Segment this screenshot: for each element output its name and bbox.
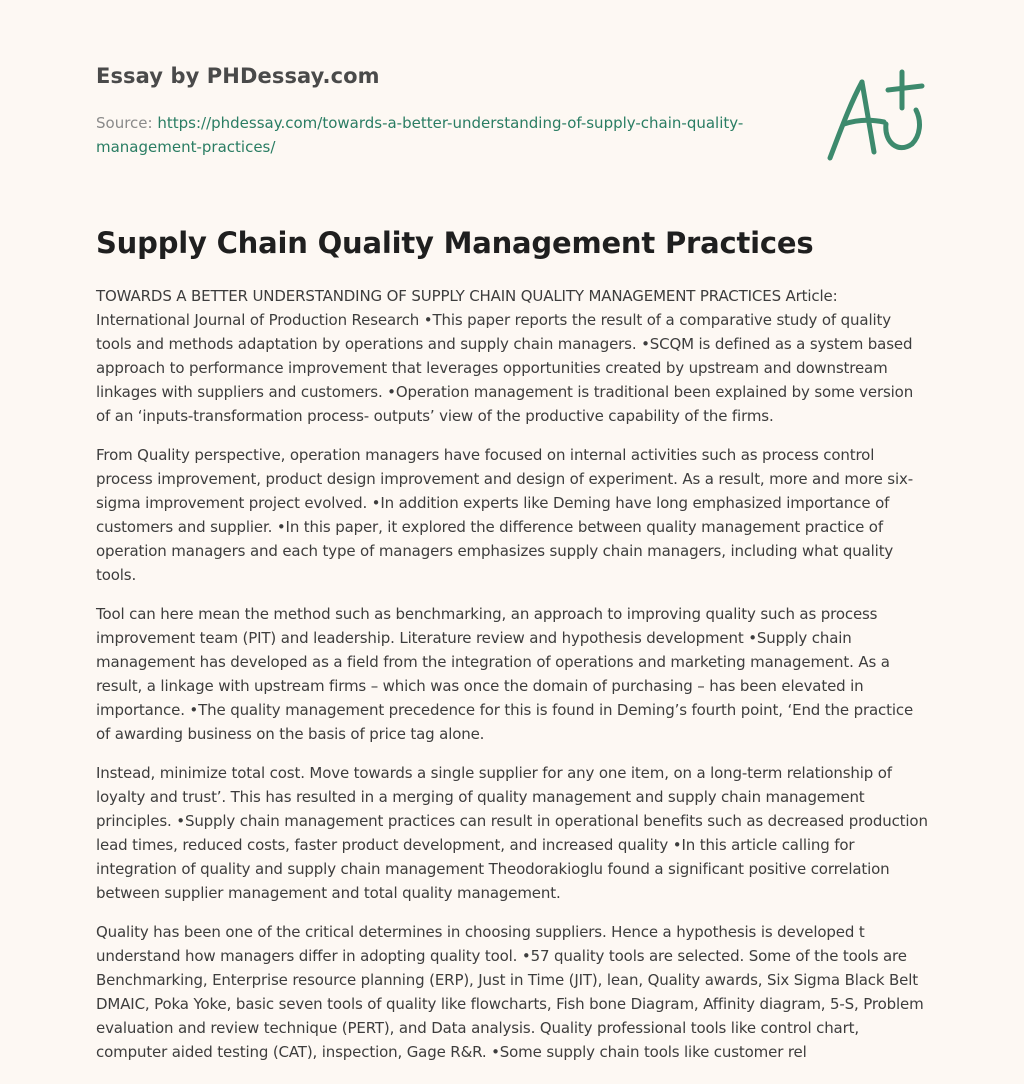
source-label: Source: xyxy=(96,114,153,132)
logo-plus-horizontal xyxy=(888,86,922,90)
a-plus-logo-icon xyxy=(822,66,932,166)
logo-smile-curve xyxy=(886,110,920,148)
source-link[interactable]: https://phdessay.com/towards-a-better-understanding-of-supply-chain-quality-management-practices/ xyxy=(96,114,744,156)
article-paragraph: Tool can here mean the method such as benchmarking, an approach to improving quality such as process improvement team (PIT) and leadership. Literature review and hypothesis development •Supply chain management has developed as a field from the integration of operations and marketing management. As a result, a linkage with upstream firms – which was once the domain of purchasing – has been elevated in importance. •The quality management precedence for this is found in Deming’s fourth point, ‘End the practice of awarding business on the basis of price tag alone. xyxy=(96,605,914,743)
article-body xyxy=(96,284,931,1079)
article-title: Supply Chain Quality Management Practices xyxy=(96,226,814,260)
logo-a-right-stroke xyxy=(862,82,874,152)
logo-a-crossbar xyxy=(844,120,884,124)
source-line xyxy=(96,111,776,159)
article-paragraph: TOWARDS A BETTER UNDERSTANDING OF SUPPLY CHAIN QUALITY MANAGEMENT PRACTICES Article: International Journal of Production Research •This paper reports the result of a comparative study of quality tools and methods adaptation by operations and supply chain managers. •SCQM is defined as a system based approach to performance improvement that leverages opportunities created by upstream and downstream linkages with suppliers and customers. •Operation management is traditional been explained by some version of an ‘inputs-transformation process- outputs’ view of the productive capability of the firms. xyxy=(96,287,914,425)
article-paragraph: Instead, minimize total cost. Move towards a single supplier for any one item, on a long-term relationship of loyalty and trust’. This has resulted in a merging of quality management and supply chain management principles. •Supply chain management practices can result in operational benefits such as decreased production lead times, reduced costs, faster product development, and increased quality •In this article calling for integration of quality and supply chain management Theodorakioglu found a significant positive correlation between supplier management and total quality management. xyxy=(96,764,928,902)
article-paragraph: Quality has been one of the critical determines in choosing suppliers. Hence a hypothesis is developed t understand how managers differ in adopting quality tool. •57 quality tools are selected. Some of the tools are Benchmarking, Enterprise resource planning (ERP), Just in Time (JIT), lean, Quality awards, Six Sigma Black Belt DMAIC, Poka Yoke, basic seven tools of quality like flowcharts, Fish bone Diagram, Affinity diagram, 5-S, Problem evaluation and review technique (PERT), and Data analysis. Quality professional tools like control chart, computer aided testing (CAT), inspection, Gage R&R. •Some supply chain tools like customer rel xyxy=(96,923,924,1061)
article-paragraph: From Quality perspective, operation managers have focused on internal activities such as process control process improvement, product design improvement and design of experiment. As a result, more and more six-sigma improvement project evolved. •In addition experts like Deming have long emphasized importance of customers and supplier. •In this paper, it explored the difference between quality management practice of operation managers and each type of managers emphasizes supply chain managers, including what quality tools. xyxy=(96,446,913,584)
brand-name: Essay by PHDessay.com xyxy=(96,64,380,88)
